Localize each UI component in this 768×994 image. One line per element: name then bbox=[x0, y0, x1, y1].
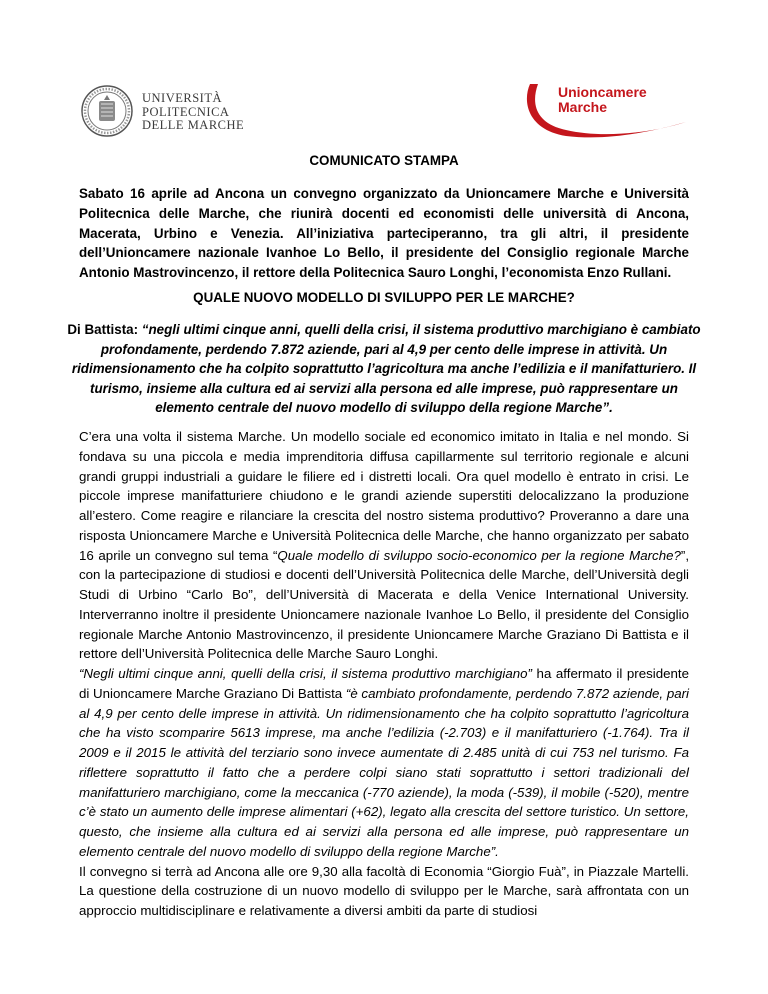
quote-text: “negli ultimi cinque anni, quelli della crisi, il sistema produttivo marchigiano è cambiato profondamente, perdendo 7.872 aziende, pari al 4,9 per cento delle imprese in attività. Un ridimensionamento che ha colpito soprattutto l’agricoltura ma anche l’edilizia e il manifatturiero. Il turismo, insieme alla cultura ed ai servizi alla persona ed alle imprese, può rappresentare un elemento centrale del nuovo modello di sviluppo della regione Marche”. bbox=[71, 322, 701, 416]
paragraph-1 bbox=[79, 427, 689, 664]
article-body bbox=[79, 427, 689, 921]
univpm-logo bbox=[80, 84, 245, 140]
university-name bbox=[142, 92, 244, 133]
headline: QUALE NUOVO MODELLO DI SVILUPPO PER LE MARCHE? bbox=[193, 290, 575, 305]
unioncamere-line-1: Unioncamere bbox=[558, 84, 647, 100]
university-line-1: UNIVERSITÀ bbox=[142, 91, 222, 105]
paragraph-2 bbox=[79, 664, 689, 862]
press-release-title: COMUNICATO STAMPA bbox=[309, 153, 459, 168]
quote-opening: “Negli ultimi cinque anni, quelli della crisi, il sistema produttivo marchigiano” bbox=[79, 666, 532, 681]
paragraph-1-text: C’era una volta il sistema Marche. Un modello sociale ed economico imitato in Italia e nel mondo. Si fondava su una piccola e media imprenditoria diffusa capillarmente sul territorio regionale e alcuni grandi gruppi industriali a guidare le filiere ed i distretti locali. Ora quel modello è entrato in crisi. Le piccole imprese manifatturiere chiudono e le grandi aziende superstiti delocalizzano la produzione all’estero. Come reagire e rilanciare la crescita del nostro sistema produttivo? Proveranno a dare una risposta Unioncamere Marche e Università Politecnica delle Marche, che hanno organizzato per sabato 16 aprile un convegno sul tema “ bbox=[79, 429, 689, 563]
quote-body: “è cambiato profondamente, perdendo 7.872 aziende, pari al 4,9 per cento delle imprese in attività. Un ridimensionamento che ha colpito soprattutto l’agricoltura che ha visto scomparire 5613 imprese, ma anche l’edilizia (-2.703) e il manifatturiero (-1.764). Tra il 2009 e il 2015 le attività del terziario sono invece aumentate di 2.485 unità di cui 753 nel turismo. Fa riflettere soprattutto il fatto che a perdere colpi siano stati soprattutto i settori tradizionali del manifatturiero marchigiano, come la meccanica (-770 aziende), la moda (-539), il mobile (-520), mentre c’è stato un aumento delle imprese alimentari (+62), legato alla crescita del settore turistico. Un settore, questo, che insieme alla cultura ed ai servizi alla persona ed alle imprese, può rappresentare un elemento centrale del nuovo modello di sviluppo della regione Marche”. bbox=[79, 685, 689, 859]
unioncamere-name bbox=[558, 85, 647, 115]
event-title: Quale modello di sviluppo socio-economico per la regione Marche? bbox=[277, 547, 681, 563]
university-seal-icon bbox=[80, 84, 134, 138]
university-line-3: DELLE MARCHE bbox=[142, 118, 245, 132]
unioncamere-logo bbox=[520, 80, 690, 142]
unioncamere-line-2: Marche bbox=[558, 99, 608, 115]
university-line-2: POLITECNICA bbox=[142, 104, 230, 119]
attribution: ha affermato il presidente di Unioncamere Marche Graziano Di Battista bbox=[79, 666, 689, 701]
lead-paragraph: Sabato 16 aprile ad Ancona un convegno organizzato da Unioncamere Marche e Università Politecnica delle Marche, che riunirà docenti ed economisti delle università di Ancona, Macerata, Urbino e Venezia. All’iniziativa parteciperanno, tra gli altri, il presidente dell’Unioncamere nazionale Ivanhoe Lo Bello, il presidente del Consiglio regionale Marche Antonio Mastrovincenzo, il rettore della Politecnica Sauro Longhi, l’economista Enzo Rullani. bbox=[79, 186, 689, 281]
quote-block bbox=[60, 320, 708, 418]
paragraph-3: Il convegno si terrà ad Ancona alle ore 9,30 alla facoltà di Economia “Giorgio Fuà”, in Piazzale Martelli. La questione della costruzione di un nuovo modello di sviluppo per le Marche, sarà affrontata con un approccio multidisciplinare e relativamente a diversi ambiti da parte di studiosi bbox=[79, 863, 689, 918]
quote-speaker: Di Battista: bbox=[67, 322, 139, 337]
paragraph-1-end: ”, con la partecipazione di studiosi e docenti dell’Università Politecnica delle Marche, dell’Università degli Studi di Urbino “Carlo Bo”, dell’Università di Macerata e della Venice International University. Interverranno inoltre il presidente Unioncamere nazionale Ivanhoe Lo Bello, il presidente del Consiglio regionale Marche Antonio Mastrovincenzo, il presidente Unioncamere Marche Graziano Di Battista e il rettore dell’Università Politecnica delle Marche Sauro Longhi. bbox=[79, 547, 690, 662]
